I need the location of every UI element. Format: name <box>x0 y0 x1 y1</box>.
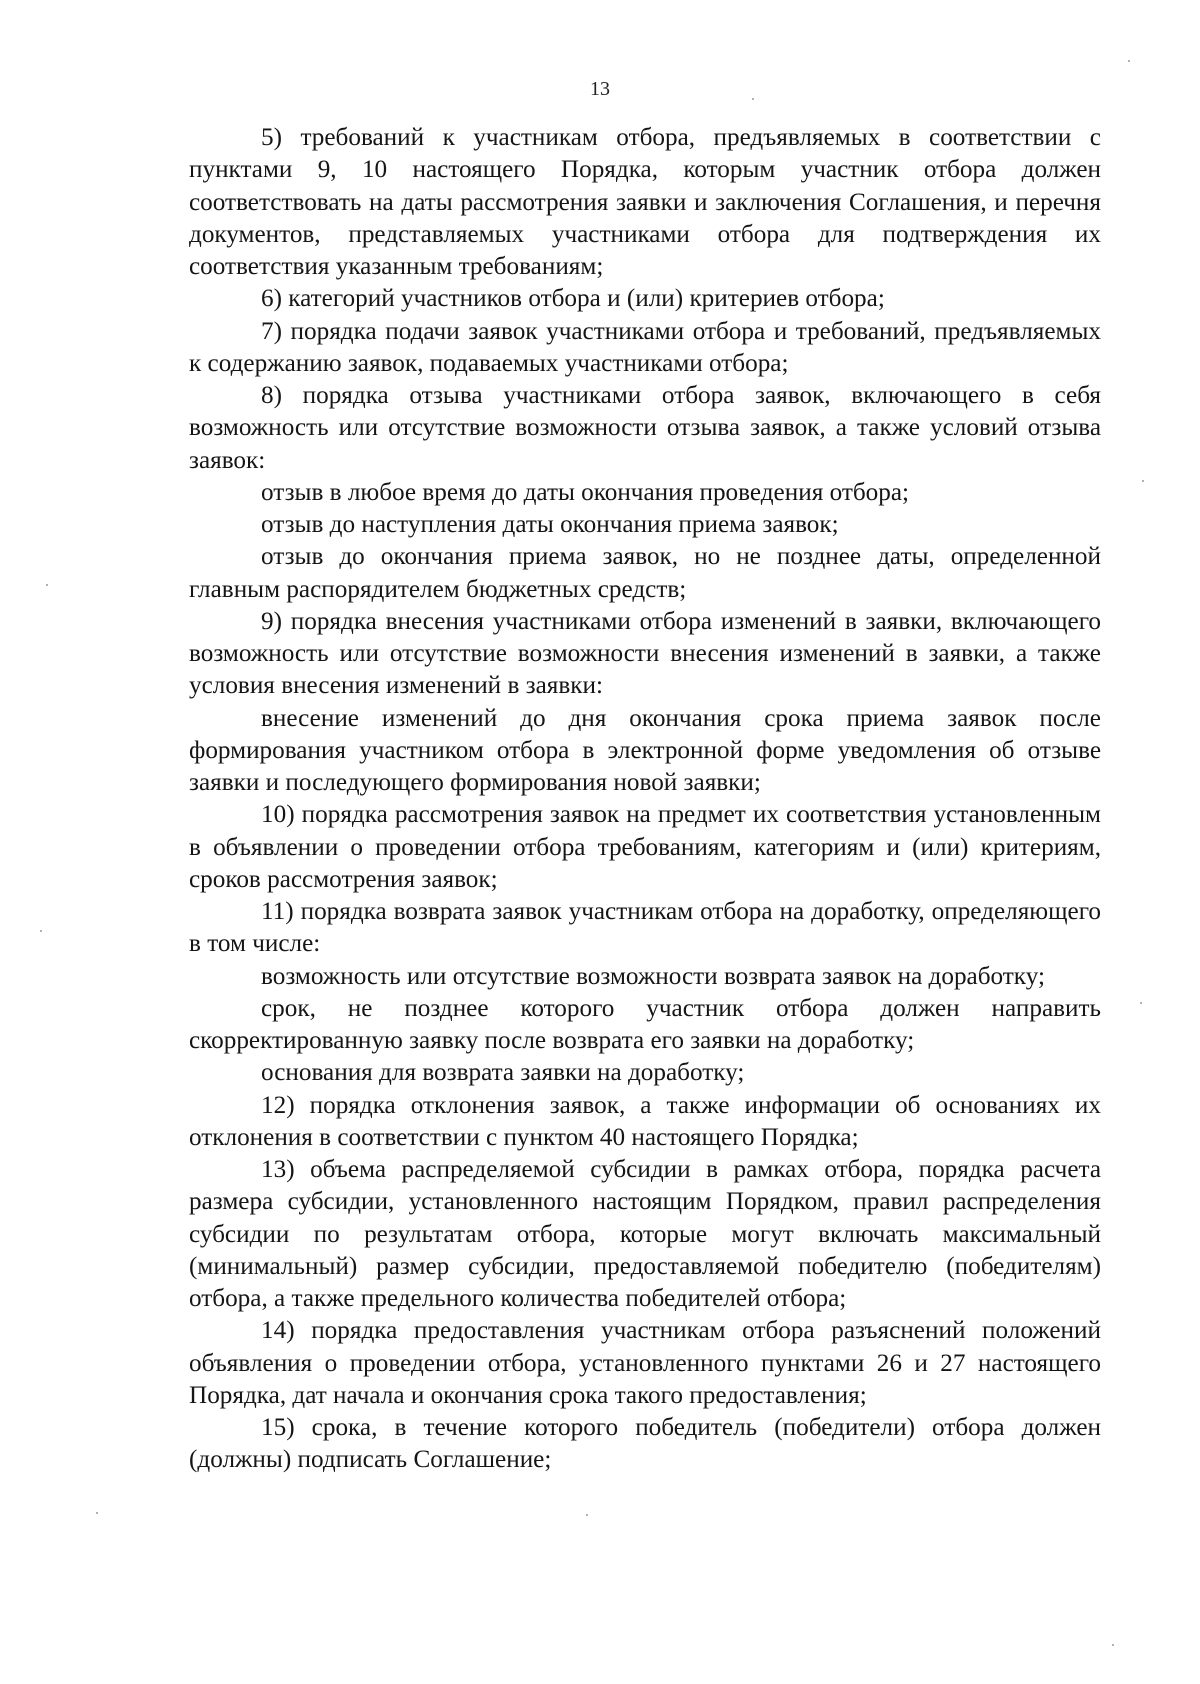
paragraph-item-13: 13) объема распределяемой субсидии в рамках отбора, порядка расчета размера субсидии, установленного настоящим Порядком, правил распределения субсидии по результатам отбора, которые могут включать максимальный (минимальный) размер субсидии, предоставляемой победителю (победителям) отбора, а также предельного количества победителей отбора; <box>189 1156 1101 1312</box>
paragraph-item-5: 5) требований к участникам отбора, предъявляемых в соответствии с пунктами 9, 10 настоящего Порядка, которым участник отбора должен соответствовать на даты рассмотрения заявки и заключения Соглашения, и перечня документов, представляемых участниками отбора для подтверждения их соответствия указанным требованиям; <box>189 124 1101 280</box>
paragraph-item-11: 11) порядка возврата заявок участникам отбора на доработку, определяющего в том числе: <box>189 898 1101 958</box>
paragraph-item-7: 7) порядка подачи заявок участниками отбора и требований, предъявляемых к содержанию заявок, подаваемых участниками отбора; <box>189 317 1101 377</box>
scan-speck <box>46 584 48 586</box>
paragraph-subitem: внесение изменений до дня окончания срока приема заявок после формирования участником отбора в электронной форме уведомления об отзыве заявки и последующего формирования новой заявки; <box>189 704 1101 796</box>
paragraph-subitem: срок, не позднее которого участник отбора должен направить скорректированную заявку после возврата его заявки на доработку; <box>189 994 1101 1054</box>
scan-speck <box>96 1512 98 1514</box>
paragraph-item-12: 12) порядка отклонения заявок, а также информации об основаниях их отклонения в соответствии с пунктом 40 настоящего Порядка; <box>189 1091 1101 1151</box>
document-body <box>189 122 1101 1477</box>
paragraph-item-9: 9) порядка внесения участниками отбора изменений в заявки, включающего возможность или отсутствие возможности внесения изменений в заявки, а также условия внесения изменений в заявки: <box>189 607 1101 700</box>
paragraph-subitem: основания для возврата заявки на доработку; <box>261 1059 745 1087</box>
paragraph-subitem: возможность или отсутствие возможности возврата заявок на доработку; <box>261 962 1045 990</box>
paragraph-item-8: 8) порядка отзыва участниками отбора заявок, включающего в себя возможность или отсутствие возможности отзыва заявок, а также условий отзыва заявок: <box>189 382 1101 474</box>
page-number: 13 <box>590 78 610 100</box>
paragraph-item-10: 10) порядка рассмотрения заявок на предмет их соответствия установленным в объявлении о проведении отбора требованиям, категориям и (или) критериям, сроков рассмотрения заявок; <box>189 801 1101 893</box>
paragraph-item-14: 14) порядка предоставления участникам отбора разъяснений положений объявления о проведении отбора, установленного пунктами 26 и 27 настоящего Порядка, дат начала и окончания срока такого предоставления; <box>189 1317 1101 1409</box>
paragraph-item-6: 6) категорий участников отбора и (или) критериев отбора; <box>261 285 885 313</box>
scan-speck <box>1142 480 1144 482</box>
paragraph-subitem: отзыв до окончания приема заявок, но не позднее даты, определенной главным распорядителем бюджетных средств; <box>189 543 1101 603</box>
scan-speck <box>1112 1644 1114 1646</box>
paragraph-subitem: отзыв до наступления даты окончания приема заявок; <box>261 511 839 538</box>
scan-speck <box>752 98 754 100</box>
scan-speck <box>1140 1002 1142 1004</box>
scan-speck <box>1128 60 1130 62</box>
paragraph-item-15: 15) срока, в течение которого победитель (победители) отбора должен (должны) подписать Соглашение; <box>189 1414 1101 1474</box>
paragraph-subitem: отзыв в любое время до даты окончания проведения отбора; <box>261 478 910 506</box>
scan-speck <box>40 930 42 932</box>
scan-speck <box>586 1514 588 1516</box>
